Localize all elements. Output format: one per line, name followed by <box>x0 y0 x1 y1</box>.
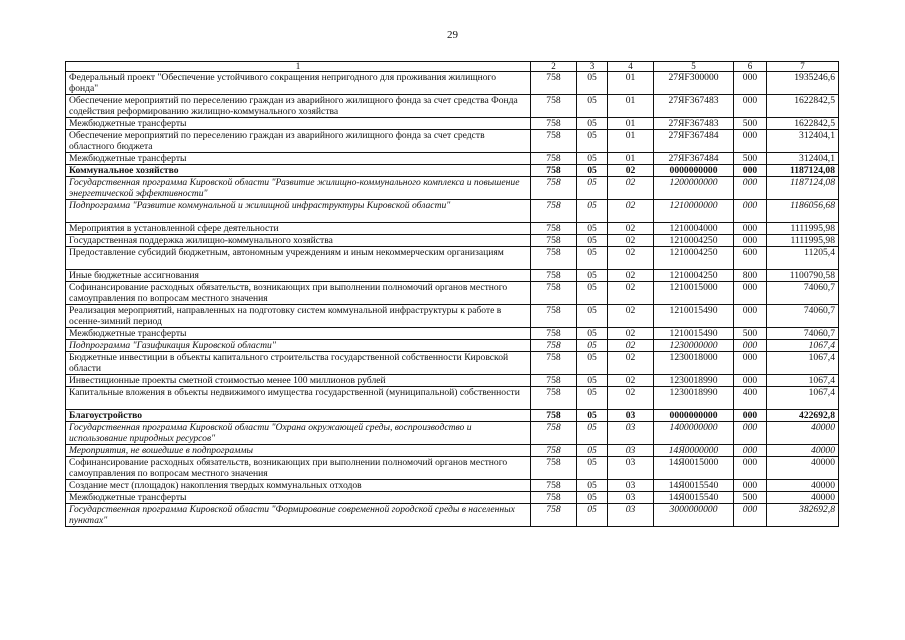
section-code-cell: 05 <box>577 282 608 305</box>
target-article-cell: 14Я0015540 <box>654 480 734 492</box>
section-code-cell: 05 <box>577 130 608 153</box>
subsection-code-cell: 02 <box>608 340 654 352</box>
table-row <box>66 445 839 457</box>
expense-type-cell: 000 <box>734 340 767 352</box>
amount-cell: 1111995,98 <box>767 223 839 235</box>
row-name-cell: Межбюджетные трансферты <box>66 328 531 340</box>
target-article-cell: 1210004250 <box>654 270 734 282</box>
ministry-code-cell: 758 <box>531 72 577 95</box>
subsection-code-cell: 02 <box>608 177 654 200</box>
ministry-code-cell: 758 <box>531 282 577 305</box>
subsection-code-cell: 03 <box>608 457 654 480</box>
section-code-cell: 05 <box>577 235 608 247</box>
table-row <box>66 422 839 445</box>
ministry-code-cell: 758 <box>531 445 577 457</box>
section-code-cell: 05 <box>577 165 608 177</box>
subsection-code-cell: 01 <box>608 153 654 165</box>
table-row <box>66 457 839 480</box>
subsection-code-cell: 03 <box>608 445 654 457</box>
amount-cell: 40000 <box>767 445 839 457</box>
row-name-cell: Мероприятия в установленной сфере деятельности <box>66 223 531 235</box>
expense-type-cell: 000 <box>734 422 767 445</box>
section-code-cell: 05 <box>577 480 608 492</box>
table-row <box>66 305 839 328</box>
subsection-code-cell: 02 <box>608 270 654 282</box>
subsection-code-cell: 03 <box>608 480 654 492</box>
ministry-code-cell: 758 <box>531 480 577 492</box>
ministry-code-cell: 758 <box>531 504 577 527</box>
table-row <box>66 352 839 375</box>
target-article-cell: 14Я0000000 <box>654 445 734 457</box>
table-row <box>66 235 839 247</box>
target-article-cell: 1210015490 <box>654 305 734 328</box>
subsection-code-cell: 02 <box>608 165 654 177</box>
row-name-cell: Иные бюджетные ассигнования <box>66 270 531 282</box>
expense-type-cell: 000 <box>734 223 767 235</box>
subsection-code-cell: 02 <box>608 328 654 340</box>
expense-type-cell: 500 <box>734 118 767 130</box>
row-name-cell: Государственная поддержка жилищно-коммунального хозяйства <box>66 235 531 247</box>
ministry-code-cell: 758 <box>531 177 577 200</box>
amount-cell: 1187124,08 <box>767 165 839 177</box>
row-name-cell: Межбюджетные трансферты <box>66 118 531 130</box>
target-article-cell: 1210015000 <box>654 282 734 305</box>
ministry-code-cell: 758 <box>531 422 577 445</box>
amount-cell: 1935246,6 <box>767 72 839 95</box>
amount-cell: 382692,8 <box>767 504 839 527</box>
expense-type-cell: 500 <box>734 328 767 340</box>
amount-cell: 40000 <box>767 422 839 445</box>
amount-cell: 312404,1 <box>767 130 839 153</box>
ministry-code-cell: 758 <box>531 95 577 118</box>
expense-type-cell: 000 <box>734 130 767 153</box>
target-article-cell: 1210004000 <box>654 223 734 235</box>
table-row <box>66 480 839 492</box>
ministry-code-cell: 758 <box>531 130 577 153</box>
row-name-cell: Коммунальное хозяйство <box>66 165 531 177</box>
row-name-cell: Подпрограмма "Развитие коммунальной и жилищной инфраструктуры Кировской области" <box>66 200 531 223</box>
section-code-cell: 05 <box>577 340 608 352</box>
subsection-code-cell: 02 <box>608 375 654 387</box>
table-row <box>66 410 839 422</box>
subsection-code-cell: 01 <box>608 72 654 95</box>
ministry-code-cell: 758 <box>531 387 577 410</box>
amount-cell: 1186056,68 <box>767 200 839 223</box>
section-code-cell: 05 <box>577 95 608 118</box>
section-code-cell: 05 <box>577 375 608 387</box>
expense-type-cell: 000 <box>734 200 767 223</box>
row-name-cell: Межбюджетные трансферты <box>66 153 531 165</box>
amount-cell: 11205,4 <box>767 247 839 270</box>
subsection-code-cell: 02 <box>608 200 654 223</box>
subsection-code-cell: 01 <box>608 95 654 118</box>
section-code-cell: 05 <box>577 504 608 527</box>
target-article-cell: 0000000000 <box>654 165 734 177</box>
amount-cell: 1622842,5 <box>767 118 839 130</box>
ministry-code-cell: 758 <box>531 270 577 282</box>
section-code-cell: 05 <box>577 223 608 235</box>
row-name-cell: Капитальные вложения в объекты недвижимого имущества государственной (муниципальной) собственности <box>66 387 531 410</box>
row-name-cell: Софинансирование расходных обязательств, возникающих при выполнении полномочий органов местного самоуправления по вопросам местного значения <box>66 282 531 305</box>
section-code-cell: 05 <box>577 247 608 270</box>
amount-cell: 40000 <box>767 492 839 504</box>
header-cell-1: 1 <box>66 62 531 72</box>
section-code-cell: 05 <box>577 177 608 200</box>
target-article-cell: 1230000000 <box>654 340 734 352</box>
target-article-cell: 1200000000 <box>654 177 734 200</box>
table-row <box>66 492 839 504</box>
target-article-cell: 14Я0015000 <box>654 457 734 480</box>
expense-type-cell: 000 <box>734 305 767 328</box>
row-name-cell: Инвестиционные проекты сметной стоимостью менее 100 миллионов рублей <box>66 375 531 387</box>
ministry-code-cell: 758 <box>531 328 577 340</box>
expense-type-cell: 000 <box>734 95 767 118</box>
table-row <box>66 118 839 130</box>
subsection-code-cell: 01 <box>608 130 654 153</box>
table-row <box>66 375 839 387</box>
expense-type-cell: 000 <box>734 352 767 375</box>
row-name-cell: Бюджетные инвестиции в объекты капитального строительства государственной собственности Кировской области <box>66 352 531 375</box>
expense-type-cell: 000 <box>734 235 767 247</box>
section-code-cell: 05 <box>577 422 608 445</box>
table-row <box>66 130 839 153</box>
section-code-cell: 05 <box>577 492 608 504</box>
expense-type-cell: 000 <box>734 375 767 387</box>
table-row <box>66 247 839 270</box>
target-article-cell: 1230018990 <box>654 375 734 387</box>
subsection-code-cell: 03 <box>608 504 654 527</box>
row-name-cell: Федеральный проект "Обеспечение устойчивого сокращения непригодного для проживания жилищного фонда" <box>66 72 531 95</box>
header-cell-6: 6 <box>734 62 767 72</box>
row-name-cell: Государственная программа Кировской области "Охрана окружающей среды, воспроизводство и использование природных ресурсов" <box>66 422 531 445</box>
target-article-cell: 27ЯF367483 <box>654 118 734 130</box>
section-code-cell: 05 <box>577 328 608 340</box>
row-name-cell: Предоставление субсидий бюджетным, автономным учреждениям и иным некоммерческим организациям <box>66 247 531 270</box>
row-name-cell: Межбюджетные трансферты <box>66 492 531 504</box>
amount-cell: 312404,1 <box>767 153 839 165</box>
expense-type-cell: 000 <box>734 410 767 422</box>
expense-type-cell: 000 <box>734 504 767 527</box>
subsection-code-cell: 03 <box>608 410 654 422</box>
ministry-code-cell: 758 <box>531 223 577 235</box>
amount-cell: 40000 <box>767 480 839 492</box>
target-article-cell: 27ЯF367483 <box>654 95 734 118</box>
table-row <box>66 223 839 235</box>
table-row <box>66 200 839 223</box>
ministry-code-cell: 758 <box>531 305 577 328</box>
expense-type-cell: 000 <box>734 177 767 200</box>
target-article-cell: 1210004250 <box>654 247 734 270</box>
table-row <box>66 165 839 177</box>
header-cell-5: 5 <box>654 62 734 72</box>
table-row <box>66 340 839 352</box>
table-row <box>66 153 839 165</box>
expense-type-cell: 600 <box>734 247 767 270</box>
ministry-code-cell: 758 <box>531 375 577 387</box>
subsection-code-cell: 03 <box>608 422 654 445</box>
table-row <box>66 282 839 305</box>
amount-cell: 1067,4 <box>767 340 839 352</box>
subsection-code-cell: 03 <box>608 492 654 504</box>
expense-type-cell: 400 <box>734 387 767 410</box>
section-code-cell: 05 <box>577 305 608 328</box>
ministry-code-cell: 758 <box>531 340 577 352</box>
ministry-code-cell: 758 <box>531 492 577 504</box>
amount-cell: 1067,4 <box>767 387 839 410</box>
expense-type-cell: 500 <box>734 153 767 165</box>
target-article-cell: 0000000000 <box>654 410 734 422</box>
table-row <box>66 270 839 282</box>
section-code-cell: 05 <box>577 352 608 375</box>
subsection-code-cell: 02 <box>608 282 654 305</box>
expense-type-cell: 500 <box>734 492 767 504</box>
header-cell-2: 2 <box>531 62 577 72</box>
section-code-cell: 05 <box>577 200 608 223</box>
row-name-cell: Государственная программа Кировской области "Формирование современной городской среды в населенных пунктах" <box>66 504 531 527</box>
subsection-code-cell: 02 <box>608 387 654 410</box>
ministry-code-cell: 758 <box>531 200 577 223</box>
table-row <box>66 328 839 340</box>
target-article-cell: 27ЯF367484 <box>654 153 734 165</box>
budget-table-body <box>66 62 839 527</box>
ministry-code-cell: 758 <box>531 235 577 247</box>
section-code-cell: 05 <box>577 387 608 410</box>
amount-cell: 422692,8 <box>767 410 839 422</box>
amount-cell: 1067,4 <box>767 352 839 375</box>
amount-cell: 74060,7 <box>767 305 839 328</box>
expense-type-cell: 000 <box>734 282 767 305</box>
table-row <box>66 72 839 95</box>
row-name-cell: Государственная программа Кировской области "Развитие жилищно-коммунального комплекса и повышение энергетической эффективности" <box>66 177 531 200</box>
subsection-code-cell: 02 <box>608 305 654 328</box>
amount-cell: 1100790,58 <box>767 270 839 282</box>
ministry-code-cell: 758 <box>531 153 577 165</box>
target-article-cell: 1230018990 <box>654 387 734 410</box>
ministry-code-cell: 758 <box>531 457 577 480</box>
expense-type-cell: 000 <box>734 165 767 177</box>
expense-type-cell: 000 <box>734 457 767 480</box>
expense-type-cell: 000 <box>734 445 767 457</box>
amount-cell: 74060,7 <box>767 328 839 340</box>
table-row <box>66 387 839 410</box>
section-code-cell: 05 <box>577 410 608 422</box>
row-name-cell: Подпрограмма "Газификация Кировской области" <box>66 340 531 352</box>
row-name-cell: Благоустройство <box>66 410 531 422</box>
table-row <box>66 95 839 118</box>
target-article-cell: 1230018000 <box>654 352 734 375</box>
target-article-cell: 1400000000 <box>654 422 734 445</box>
subsection-code-cell: 02 <box>608 247 654 270</box>
amount-cell: 1622842,5 <box>767 95 839 118</box>
amount-cell: 1111995,98 <box>767 235 839 247</box>
section-code-cell: 05 <box>577 153 608 165</box>
header-cell-7: 7 <box>767 62 839 72</box>
table-header-row <box>66 62 839 72</box>
page-number: 29 <box>447 29 458 41</box>
section-code-cell: 05 <box>577 457 608 480</box>
target-article-cell: 27ЯF300000 <box>654 72 734 95</box>
expense-type-cell: 800 <box>734 270 767 282</box>
amount-cell: 40000 <box>767 457 839 480</box>
row-name-cell: Обеспечение мероприятий по переселению граждан из аварийного жилищного фонда за счет средств областного бюджета <box>66 130 531 153</box>
ministry-code-cell: 758 <box>531 352 577 375</box>
subsection-code-cell: 02 <box>608 235 654 247</box>
budget-table <box>65 61 839 527</box>
target-article-cell: 14Я0015540 <box>654 492 734 504</box>
ministry-code-cell: 758 <box>531 247 577 270</box>
target-article-cell: 1210015490 <box>654 328 734 340</box>
section-code-cell: 05 <box>577 445 608 457</box>
expense-type-cell: 000 <box>734 480 767 492</box>
table-row <box>66 177 839 200</box>
amount-cell: 74060,7 <box>767 282 839 305</box>
header-cell-3: 3 <box>577 62 608 72</box>
table-row <box>66 504 839 527</box>
ministry-code-cell: 758 <box>531 410 577 422</box>
subsection-code-cell: 02 <box>608 223 654 235</box>
row-name-cell: Мероприятия, не вошедшие в подпрограммы <box>66 445 531 457</box>
section-code-cell: 05 <box>577 118 608 130</box>
row-name-cell: Реализация мероприятий, направленных на подготовку систем коммунальной инфраструктуры к работе в осенне-зимний период <box>66 305 531 328</box>
section-code-cell: 05 <box>577 72 608 95</box>
amount-cell: 1187124,08 <box>767 177 839 200</box>
row-name-cell: Обеспечение мероприятий по переселению граждан из аварийного жилищного фонда за счет средства Фонда содействия реформированию жилищно-коммунального хозяйства <box>66 95 531 118</box>
ministry-code-cell: 758 <box>531 118 577 130</box>
target-article-cell: 27ЯF367484 <box>654 130 734 153</box>
row-name-cell: Софинансирование расходных обязательств, возникающих при выполнении полномочий органов местного самоуправления по вопросам местного значения <box>66 457 531 480</box>
section-code-cell: 05 <box>577 270 608 282</box>
subsection-code-cell: 02 <box>608 352 654 375</box>
ministry-code-cell: 758 <box>531 165 577 177</box>
target-article-cell: 3000000000 <box>654 504 734 527</box>
target-article-cell: 1210000000 <box>654 200 734 223</box>
expense-type-cell: 000 <box>734 72 767 95</box>
row-name-cell: Создание мест (площадок) накопления твердых коммунальных отходов <box>66 480 531 492</box>
subsection-code-cell: 01 <box>608 118 654 130</box>
header-cell-4: 4 <box>608 62 654 72</box>
amount-cell: 1067,4 <box>767 375 839 387</box>
target-article-cell: 1210004250 <box>654 235 734 247</box>
